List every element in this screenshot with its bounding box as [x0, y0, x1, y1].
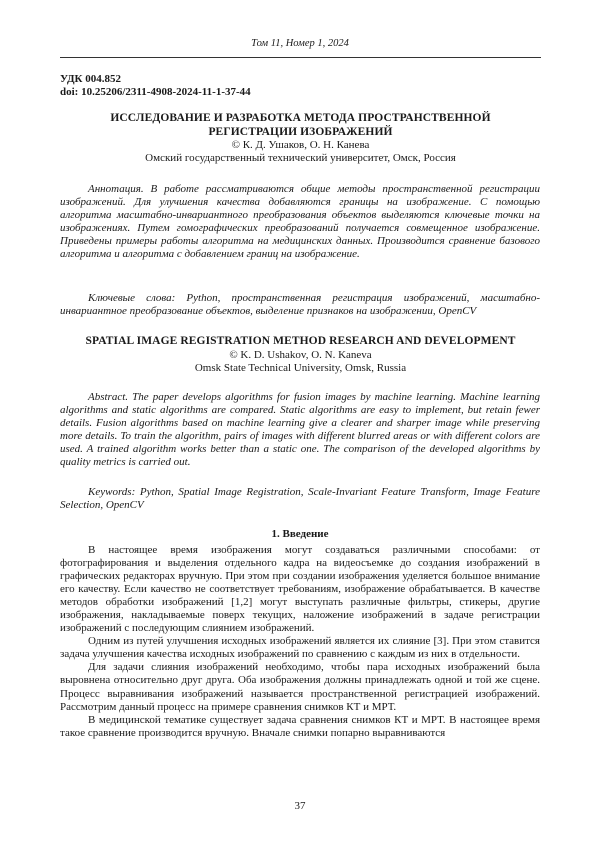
udc-code: УДК 004.852: [60, 73, 122, 85]
ru-keywords: [60, 292, 540, 318]
header-rule: [60, 57, 541, 58]
en-abstract-text: Abstract. The paper develops algorithms for fusion images by machine learning. Machine learning algorithms and static algorithms are compared. Static algorithms are easy to implement, but retain fewer details. Fusion algorithms based on machine learning give a clearer and sharper image while preserving more details. To train the algorithm, pairs of images with different blurred areas or with different colors are used. A trained algorithm works better than a static one. The comparison of the developed algorithms by quality metrics is carried out.: [60, 391, 540, 469]
en-authors: © K. D. Ushakov, O. N. Kaneva: [229, 348, 372, 361]
ru-keywords-text: Ключевые слова: Python, пространственная регистрация изображений, масштабно-инвариантное преобразование объектов, выделение признаков на изображении, OpenCV: [60, 292, 540, 318]
ru-abstract-text: Аннотация. В работе рассматриваются общие методы пространственной регистрации изображений. Для улучшения качества добавляются границы на изображение. С помощью алгоритма масштабно-инвариантного преобразования объектов выделяются ключевые точки на изображениях. Путем гомографических преобразований получается совмещенное изображение. Приведены примеры работы алгоритма на медицинских данных. Производится сравнение базового алгоритма и алгоритма с добавлением границ на изображение.: [60, 183, 540, 261]
en-title-block: [60, 335, 541, 375]
body-paragraph: Для задачи слияния изображений необходимо, чтобы пара исходных изображений была выровнена относительно друг друга. Оба изображения должны принадлежать одной и той же сцене. Процесс выравнивания изображений называется пространственной регистрацией изображений. Рассмотрим данный процесс на примере сравнения снимков КТ и МРТ.: [60, 661, 540, 713]
ru-title-block: [60, 112, 541, 165]
section-title-introduction: 1. Введение: [271, 528, 329, 540]
body-paragraph: Одним из путей улучшения исходных изображений является их слияние [3]. При этом ставится задача улучшения качества исходных изображений по сравнению с каждым из них в отдельности.: [60, 635, 540, 661]
body-paragraph: В медицинской тематике существует задача сравнения снимков КТ и МРТ. В настоящее время такое сравнение производится вручную. Вначале снимки попарно выравниваются: [60, 713, 540, 739]
en-title: SPATIAL IMAGE REGISTRATION METHOD RESEARCH AND DEVELOPMENT: [85, 335, 516, 347]
page-number: 37: [294, 800, 306, 812]
en-keywords: [60, 486, 540, 512]
ru-authors: © К. Д. Ушаков, О. Н. Канева: [231, 139, 370, 151]
doi: doi: 10.25206/2311-4908-2024-11-1-37-44: [60, 86, 251, 98]
running-head: Том 11, Номер 1, 2024: [251, 38, 349, 49]
body-paragraph: В настоящее время изображения могут создаваться различными способами: от фотографирования и выделения отдельного кадра на видеосъемке до создания изображений в графических редакторах вручную. При этом при создании изображения уделяется большое внимание его качеству. Если качество не соответствует требованиям, изображение обрабатывается. В качестве методов обработки изображений [1,2] могут выступать различные фильтры, стикеры, другие изображения, накладываемые поверх текущих, наложение изображений в задаче регистрации изображений с последующим слиянием изображений.: [60, 544, 540, 635]
body-text: [60, 544, 540, 740]
ru-abstract: [60, 183, 540, 262]
en-keywords-text: Keywords: Python, Spatial Image Registration, Scale-Invariant Feature Transform, Image Feature Selection, OpenCV: [60, 486, 540, 512]
en-abstract: [60, 391, 540, 470]
ru-affiliation: Омский государственный технический университет, Омск, Россия: [145, 152, 456, 164]
ru-title-line-2: РЕГИСТРАЦИИ ИЗОБРАЖЕНИЙ: [208, 125, 393, 138]
en-affiliation: Omsk State Technical University, Omsk, Russia: [194, 361, 407, 374]
ru-title-line-1: ИССЛЕДОВАНИЕ И РАЗРАБОТКА МЕТОДА ПРОСТРАНСТВЕННОЙ: [110, 112, 491, 124]
